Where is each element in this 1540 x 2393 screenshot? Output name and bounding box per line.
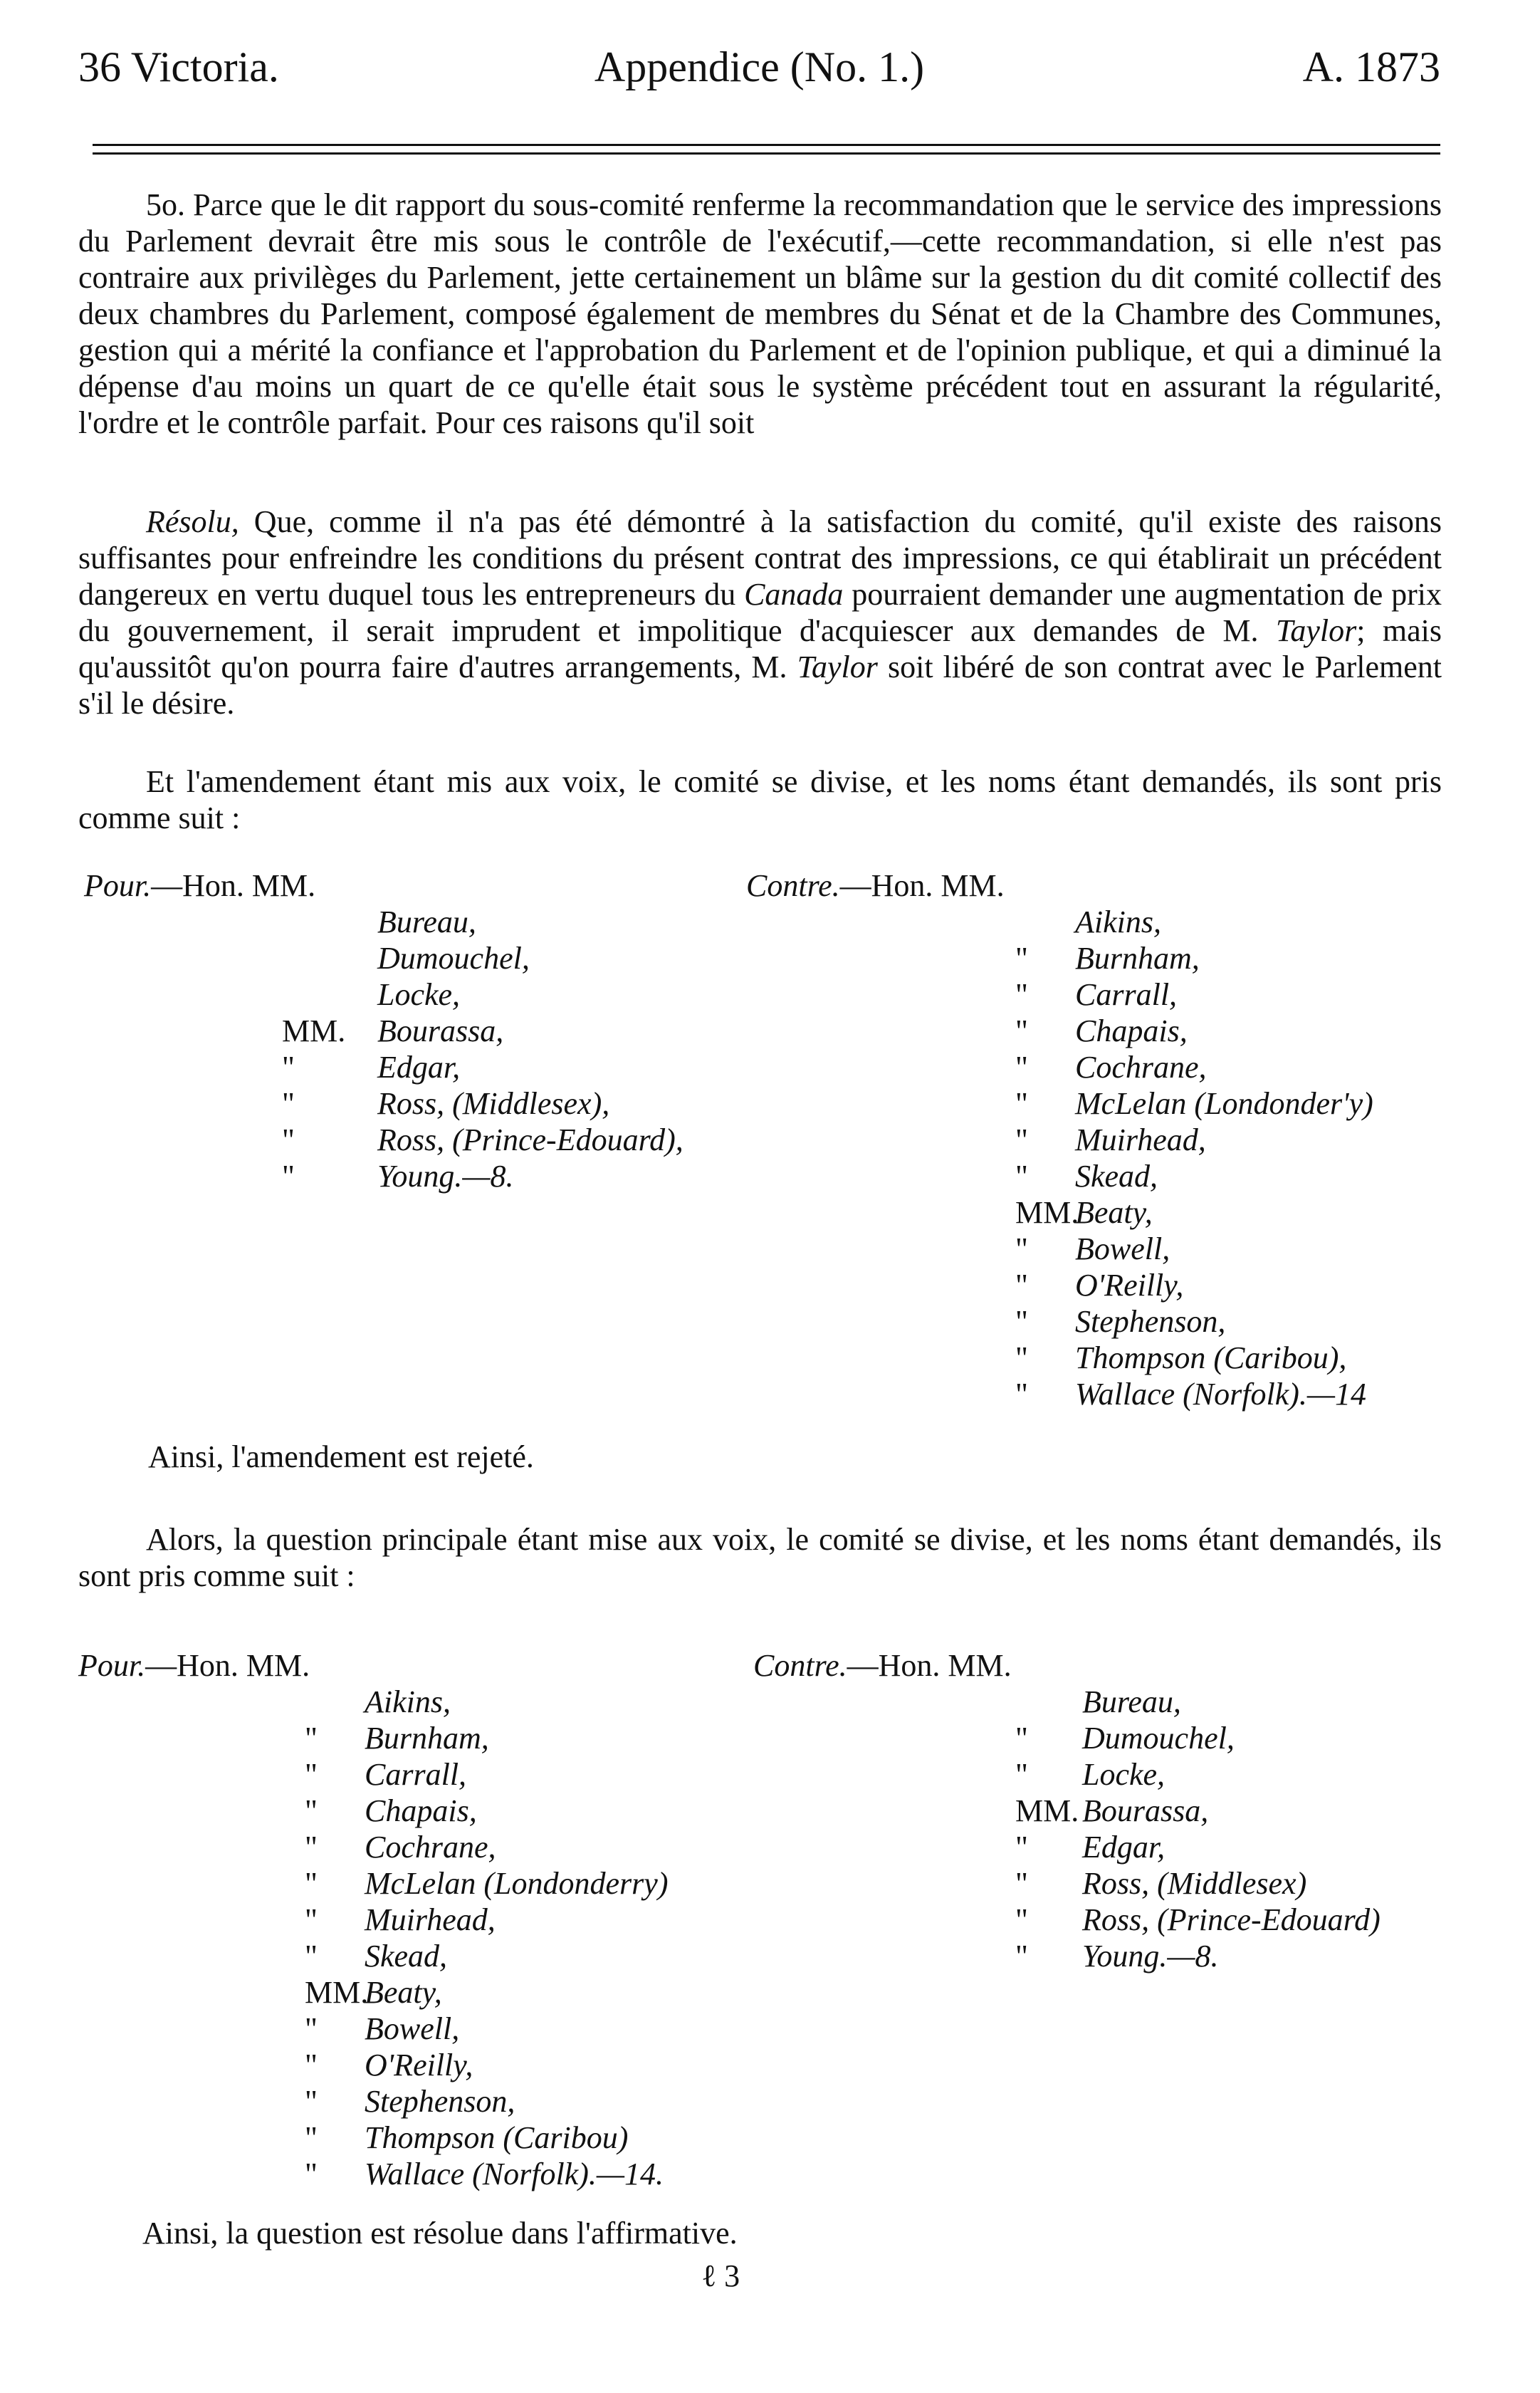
- vote1-contre-entry-prefix: ": [1015, 1086, 1028, 1121]
- vote1-contre-member-name: Carrall,: [1075, 977, 1178, 1012]
- vote1-pour-title: —Hon. MM.: [151, 868, 316, 903]
- vote1-pour-entry: [84, 1049, 725, 1085]
- vote2-contre-entry-prefix: ": [1015, 1939, 1028, 1974]
- vote2-pour-entry-prefix: ": [305, 1757, 318, 1792]
- vote1-contre-entry-prefix: ": [1015, 1304, 1028, 1339]
- vote2-pour-label: Pour.: [78, 1648, 146, 1683]
- vote2-contre-label: Contre.: [753, 1648, 847, 1683]
- vote2-contre-member-name: Dumouchel,: [1082, 1721, 1235, 1756]
- vote2-pour-entry-prefix: ": [305, 1939, 318, 1974]
- vote1-contre-entry: [746, 1376, 1458, 1412]
- vote2-pour-member-name: O'Reilly,: [365, 2048, 473, 2082]
- vote1-pour-entry: [84, 1122, 725, 1158]
- vote2-pour-title: —Hon. MM.: [145, 1648, 310, 1683]
- vote2-pour-entry: [78, 2120, 733, 2156]
- vote1-pour-entry-prefix: ": [282, 1122, 295, 1157]
- vote1-contre-member-name: Skead,: [1075, 1159, 1158, 1194]
- vote1-contre-entry-prefix: ": [1015, 977, 1028, 1012]
- vote1-pour-entry-prefix: ": [282, 1050, 295, 1085]
- vote2-contre-member-name: Young.—8.: [1082, 1939, 1219, 1974]
- vote1-contre-label: Contre.: [746, 868, 840, 903]
- vote1-pour-column: [84, 867, 725, 1194]
- vote2-contre-entry-prefix: ": [1015, 1866, 1028, 1901]
- vote1-contre-member-name: Thompson (Caribou),: [1075, 1340, 1347, 1375]
- vote2-contre-entry-prefix: ": [1015, 1902, 1028, 1937]
- vote1-contre-member-name: Stephenson,: [1075, 1304, 1226, 1339]
- vote2-pour-member-name: Cochrane,: [365, 1830, 496, 1865]
- vote1-contre-entry-prefix: ": [1015, 941, 1028, 976]
- vote2-contre-entry-prefix: ": [1015, 1757, 1028, 1792]
- resolution-taylor-1: Taylor: [1275, 613, 1357, 648]
- vote1-pour-entry-prefix: ": [282, 1086, 295, 1121]
- vote1-contre-entry-prefix: ": [1015, 1377, 1028, 1412]
- vote2-pour-entry: [78, 1974, 733, 2011]
- vote2-contre-member-name: Ross, (Prince-Edouard): [1082, 1902, 1381, 1937]
- vote2-contre-heading: [753, 1647, 1465, 1684]
- vote2-pour-entry-prefix: MM.: [305, 1975, 369, 2010]
- vote2-pour-member-name: Thompson (Caribou): [365, 2120, 629, 2155]
- vote1-contre-entry: [746, 1194, 1458, 1231]
- vote2-contre-entry: [753, 1902, 1465, 1938]
- vote2-contre-member-name: Edgar,: [1082, 1830, 1166, 1865]
- vote1-pour-member-name: Ross, (Middlesex),: [377, 1086, 610, 1121]
- resolution-taylor-2: Taylor: [797, 650, 878, 684]
- vote1-pour-member-name: Bourassa,: [377, 1013, 504, 1048]
- vote2-pour-entry-prefix: ": [305, 2157, 318, 2191]
- vote1-contre-entry: [746, 1122, 1458, 1158]
- vote2-contre-entry-prefix: MM.: [1015, 1793, 1079, 1828]
- amendment-intro: Et l'amendement étant mis aux voix, le comité se divise, et les noms étant demandés, ils sont pris comme suit :: [78, 764, 1442, 835]
- amendment-result: Ainsi, l'amendement est rejeté.: [148, 1439, 534, 1474]
- vote1-pour-entry-prefix: MM.: [282, 1013, 346, 1048]
- session-label: 36 Victoria.: [78, 43, 279, 90]
- vote2-contre-member-name: Ross, (Middlesex): [1082, 1866, 1307, 1901]
- vote1-contre-entry: [746, 1231, 1458, 1267]
- vote2-pour-entry: [78, 1756, 733, 1793]
- appendix-title: Appendice (No. 1.): [594, 43, 925, 90]
- vote2-contre-entry-prefix: ": [1015, 1721, 1028, 1756]
- vote1-pour-entry: [84, 1013, 725, 1049]
- vote1-pour-member-name: Bureau,: [377, 904, 476, 939]
- resolution-paragraph: [78, 504, 1442, 721]
- vote2-pour-member-name: Wallace (Norfolk).—14.: [365, 2157, 664, 2191]
- vote2-contre-entry: [753, 1938, 1465, 1974]
- vote2-pour-member-name: Bowell,: [365, 2011, 460, 2046]
- vote1-contre-entry: [746, 940, 1458, 976]
- vote1-contre-entry: [746, 1267, 1458, 1303]
- vote2-pour-member-name: Aikins,: [365, 1684, 451, 1719]
- vote2-contre-member-name: Locke,: [1082, 1757, 1166, 1792]
- vote1-pour-member-name: Dumouchel,: [377, 941, 530, 976]
- vote1-contre-entry-prefix: ": [1015, 1013, 1028, 1048]
- vote2-pour-member-name: McLelan (Londonderry): [365, 1866, 669, 1901]
- vote1-pour-member-name: Ross, (Prince-Edouard),: [377, 1122, 683, 1157]
- vote1-contre-entry: [746, 1303, 1458, 1340]
- vote1-contre-member-name: Burnham,: [1075, 941, 1200, 976]
- vote1-contre-entry: [746, 904, 1458, 940]
- vote1-pour-entry: [84, 1085, 725, 1122]
- paragraph-5o: 5o. Parce que le dit rapport du sous-comité renferme la recommandation que le service des impressions du Parlement devrait être mis sous le contrôle de l'exécutif,—cette recommandation, si elle n'est pas contraire aux privilèges du Parlement, jette certainement un blâme sur la gestion du dit comité collectif des deux chambres du Parlement, composé également de membres du Sénat et de la Chambre des Communes, gestion qui a mérité la confiance et l'approbation du Parlement et de l'opinion publique, et qui a diminué la dépense d'au moins un quart de ce qu'elle était sous le système précédent tout en assurant la régularité, l'ordre et le contrôle parfait. Pour ces raisons qu'il soit: [78, 187, 1442, 440]
- vote2-pour-entry-prefix: ": [305, 2048, 318, 2082]
- vote2-pour-heading: [78, 1647, 733, 1684]
- vote1-pour-entry: [84, 904, 725, 940]
- vote2-contre-entry: [753, 1829, 1465, 1865]
- vote2-contre-entry: [753, 1756, 1465, 1793]
- vote2-pour-entry: [78, 1720, 733, 1756]
- vote2-pour-entry-prefix: ": [305, 1721, 318, 1756]
- vote2-pour-entry-prefix: ": [305, 1793, 318, 1828]
- vote2-contre-entry-prefix: ": [1015, 1830, 1028, 1865]
- resolution-text-1: Que, comme il n'a pas été démontré à la satisfaction du comité, qu'il existe des raisons suffisantes pour enfreindre les conditions du présent contrat des impressions, ce qui établirait un précédent dangereux en vertu duquel tous les entrepreneurs du: [78, 504, 1442, 612]
- vote2-pour-entry-prefix: ": [305, 2084, 318, 2119]
- vote1-contre-member-name: Cochrane,: [1075, 1050, 1207, 1085]
- resolution-text-3: ; mais qu'aussitôt qu'on pourra faire d'autres arrangements, M.: [78, 613, 1442, 684]
- vote1-contre-entry: [746, 1340, 1458, 1376]
- vote1-contre-entry-prefix: ": [1015, 1268, 1028, 1303]
- vote2-contre-title: —Hon. MM.: [847, 1648, 1012, 1683]
- vote2-pour-entry: [78, 1902, 733, 1938]
- vote1-contre-entry-prefix: ": [1015, 1159, 1028, 1194]
- year-label: A. 1873: [1302, 43, 1440, 90]
- vote1-contre-entry-prefix: ": [1015, 1231, 1028, 1266]
- vote2-pour-entry-prefix: ": [305, 1902, 318, 1937]
- vote1-pour-member-name: Young.—8.: [377, 1159, 514, 1194]
- vote2-pour-member-name: Muirhead,: [365, 1902, 496, 1937]
- vote1-contre-member-name: Bowell,: [1075, 1231, 1170, 1266]
- vote2-pour-entry: [78, 2083, 733, 2120]
- vote1-pour-member-name: Edgar,: [377, 1050, 461, 1085]
- vote2-pour-entry: [78, 2156, 733, 2192]
- page-signature: ℓ 3: [701, 2258, 740, 2293]
- vote2-contre-column: [753, 1647, 1465, 1974]
- vote2-pour-entry-prefix: ": [305, 2120, 318, 2155]
- header-rule-bottom: [93, 152, 1440, 155]
- vote2-pour-member-name: Burnham,: [365, 1721, 489, 1756]
- vote2-pour-entry: [78, 1793, 733, 1829]
- vote2-pour-entry: [78, 1684, 733, 1720]
- vote1-contre-entry-prefix: MM.: [1015, 1195, 1079, 1230]
- vote1-contre-heading: [746, 867, 1458, 904]
- vote1-pour-entry: [84, 940, 725, 976]
- vote1-pour-entry: [84, 1158, 725, 1194]
- vote1-contre-member-name: Beaty,: [1075, 1195, 1153, 1230]
- vote2-contre-member-name: Bourassa,: [1082, 1793, 1209, 1828]
- vote2-contre-entry: [753, 1720, 1465, 1756]
- vote1-contre-entry: [746, 1085, 1458, 1122]
- vote1-contre-entry-prefix: ": [1015, 1122, 1028, 1157]
- vote1-contre-entry-prefix: ": [1015, 1340, 1028, 1375]
- vote2-pour-entry: [78, 2011, 733, 2047]
- vote1-contre-member-name: Muirhead,: [1075, 1122, 1206, 1157]
- vote2-pour-entry: [78, 2047, 733, 2083]
- vote1-contre-member-name: Aikins,: [1075, 904, 1161, 939]
- vote2-pour-member-name: Carrall,: [365, 1757, 467, 1792]
- vote2-pour-member-name: Beaty,: [365, 1975, 442, 2010]
- vote1-pour-label: Pour.: [84, 868, 152, 903]
- vote1-contre-entry: [746, 976, 1458, 1013]
- vote2-pour-member-name: Stephenson,: [365, 2084, 515, 2119]
- vote1-contre-member-name: Wallace (Norfolk).—14: [1075, 1377, 1366, 1412]
- vote2-contre-entry: [753, 1865, 1465, 1902]
- vote1-contre-member-name: O'Reilly,: [1075, 1268, 1184, 1303]
- resolution-text-4: soit libéré de son contrat avec le Parlement s'il le désire.: [78, 650, 1442, 721]
- resolution-text-2: pourraient demander une augmentation de prix du gouvernement, il serait imprudent et impolitique d'acquiescer aux demandes de M.: [78, 577, 1442, 648]
- vote1-contre-entry: [746, 1049, 1458, 1085]
- vote2-pour-entry-prefix: ": [305, 1866, 318, 1901]
- vote1-contre-member-name: Chapais,: [1075, 1013, 1188, 1048]
- vote2-pour-member-name: Skead,: [365, 1939, 448, 1974]
- vote2-pour-entry: [78, 1829, 733, 1865]
- page-header: [78, 43, 1440, 100]
- main-question-result: Ainsi, la question est résolue dans l'affirmative.: [142, 2216, 738, 2251]
- vote2-pour-entry-prefix: ": [305, 1830, 318, 1865]
- vote2-pour-member-name: Chapais,: [365, 1793, 477, 1828]
- vote2-contre-entry: [753, 1793, 1465, 1829]
- vote1-pour-heading: [84, 867, 725, 904]
- vote1-contre-entry-prefix: ": [1015, 1050, 1028, 1085]
- vote1-contre-member-name: McLelan (Londonder'y): [1075, 1086, 1373, 1121]
- vote2-contre-entry: [753, 1684, 1465, 1720]
- vote1-contre-entry: [746, 1158, 1458, 1194]
- vote2-pour-entry: [78, 1865, 733, 1902]
- main-question-intro: Alors, la question principale étant mise aux voix, le comité se divise, et les noms étant demandés, ils sont pris comme suit :: [78, 1522, 1442, 1593]
- vote1-pour-entry: [84, 976, 725, 1013]
- vote1-contre-title: —Hon. MM.: [839, 868, 1005, 903]
- vote1-pour-member-name: Locke,: [377, 977, 461, 1012]
- vote1-contre-column: [746, 867, 1458, 1412]
- vote2-pour-column: [78, 1647, 733, 2192]
- resolution-canada: Canada: [744, 577, 844, 612]
- resolution-lead: Résolu,: [146, 504, 239, 539]
- vote1-contre-entry: [746, 1013, 1458, 1049]
- vote1-pour-entry-prefix: ": [282, 1159, 295, 1194]
- vote2-contre-member-name: Bureau,: [1082, 1684, 1181, 1719]
- vote2-pour-entry: [78, 1938, 733, 1974]
- vote2-pour-entry-prefix: ": [305, 2011, 318, 2046]
- header-rule-top: [93, 144, 1440, 146]
